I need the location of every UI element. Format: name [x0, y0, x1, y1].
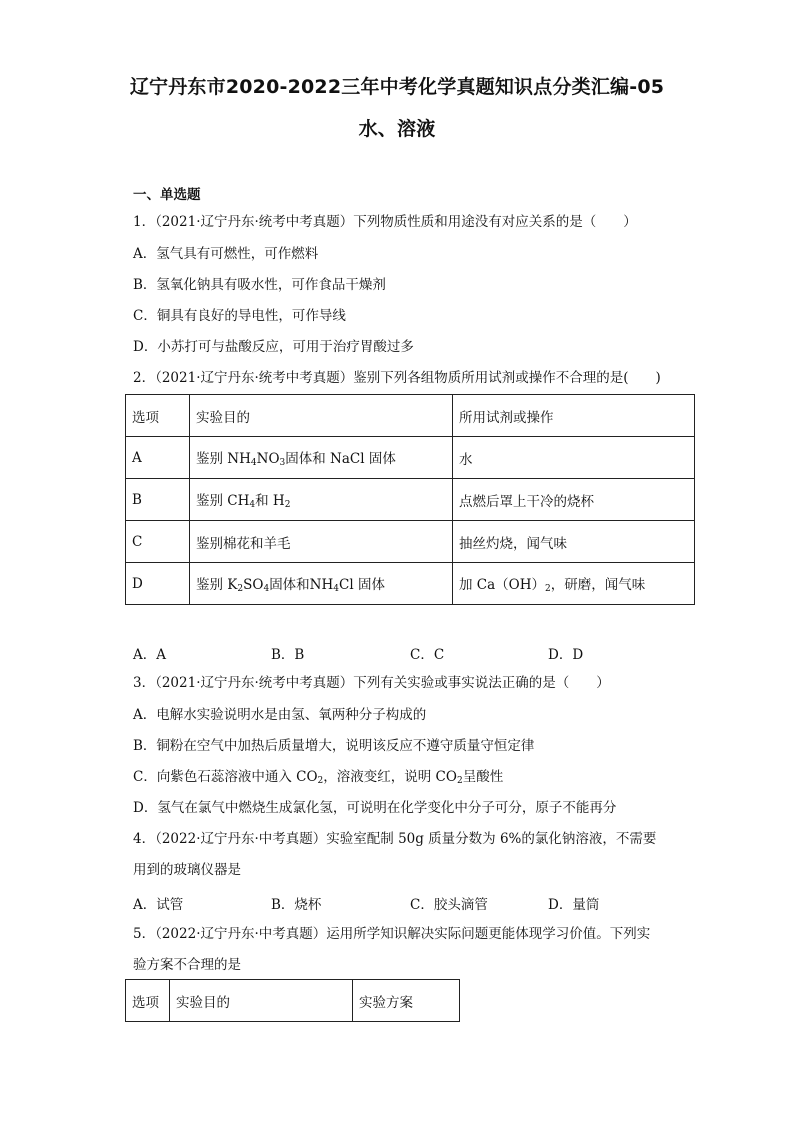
q2-option-d: D．D — [548, 647, 584, 663]
table-row — [126, 479, 695, 521]
q1-stem: 1．（2021·辽宁丹东·统考中考真题）下列物质性质和用途没有对应关系的是（ ） — [133, 214, 637, 230]
header-cell-method: 所用试剂或操作 — [453, 395, 695, 437]
row-method: 点燃后罩上干冷的烧杯 — [453, 479, 695, 521]
q4-stem-line2: 用到的玻璃仪器是 — [133, 862, 241, 878]
q1-option-c: C．铜具有良好的导电性，可作导线 — [133, 308, 346, 324]
q1-option-a: A．氢气具有可燃性，可作燃料 — [133, 246, 319, 262]
table-header-row — [126, 980, 460, 1022]
row-option: B — [126, 479, 190, 521]
q4-option-b: B．烧杯 — [271, 897, 322, 913]
q2-option-b: B．B — [271, 647, 305, 663]
header-cell-option: 选项 — [126, 980, 170, 1022]
q5-stem-line2: 验方案不合理的是 — [133, 957, 241, 973]
q5-stem-line1: 5．（2022·辽宁丹东·中考真题）运用所学知识解决实际问题更能体现学习价值。下列实 — [133, 926, 651, 942]
q3-option-d: D．氢气在氯气中燃烧生成氯化氢，可说明在化学变化中分子可分，原子不能再分 — [133, 800, 617, 816]
q2-option-c: C．C — [410, 647, 445, 663]
row-option: C — [126, 521, 190, 563]
header-cell-plan: 实验方案 — [353, 980, 460, 1022]
q3-option-b: B．铜粉在空气中加热后质量增大，说明该反应不遵守质量守恒定律 — [133, 738, 535, 754]
q3-option-a: A．电解水实验说明水是由氢、氧两种分子构成的 — [133, 707, 427, 723]
q2-stem: 2．（2021·辽宁丹东·统考中考真题）鉴别下列各组物质所用试剂或操作不合理的是( ) — [133, 370, 661, 386]
q3-stem: 3．（2021·辽宁丹东·统考中考真题）下列有关实验或事实说法正确的是（ ） — [133, 675, 610, 691]
q4-option-c: C．胶头滴管 — [410, 897, 488, 913]
q5-table — [125, 979, 460, 1022]
header-cell-goal: 实验目的 — [190, 395, 453, 437]
table-header-row — [126, 395, 695, 437]
q4-option-a: A．试管 — [133, 897, 184, 913]
q1-option-d: D．小苏打可与盐酸反应，可用于治疗胃酸过多 — [133, 339, 414, 355]
table-row — [126, 521, 695, 563]
q1-option-b: B．氢氧化钠具有吸水性，可作食品干燥剂 — [133, 277, 386, 293]
table-row — [126, 563, 695, 605]
row-option: A — [126, 437, 190, 479]
q2-table — [125, 394, 695, 605]
header-cell-goal: 实验目的 — [170, 980, 353, 1022]
q3-option-c: C．向紫色石蕊溶液中通入 $CO_2$，溶液变红，说明 $CO_2$呈酸性 — [133, 769, 504, 786]
row-goal: 鉴别 $NH_4NO_3$固体和 NaCl 固体 — [190, 437, 453, 479]
q4-option-d: D．量筒 — [548, 897, 600, 913]
row-goal: 鉴别 $K_2SO_4$固体和$NH_4Cl$ 固体 — [190, 563, 453, 605]
q2-option-a: A．A — [133, 647, 166, 663]
row-method: 水 — [453, 437, 695, 479]
row-goal: 鉴别 $CH_4$和 $H_2$ — [190, 479, 453, 521]
table-row — [126, 437, 695, 479]
document-title-line1: 辽宁丹东市2020-2022三年中考化学真题知识点分类汇编-05 — [129, 76, 665, 98]
row-goal: 鉴别棉花和羊毛 — [190, 521, 453, 563]
row-option: D — [126, 563, 190, 605]
row-method: 抽丝灼烧，闻气味 — [453, 521, 695, 563]
header-cell-option: 选项 — [126, 395, 190, 437]
row-method: 加 $Ca(OH)_2$，研磨，闻气味 — [453, 563, 695, 605]
q4-stem-line1: 4．（2022·辽宁丹东·中考真题）实验室配制 50g 质量分数为 6%的氯化钠溶液，不需要 — [133, 831, 657, 847]
document-title-line2: 水、溶液 — [358, 118, 436, 140]
section-heading: 一、单选题 — [133, 187, 201, 203]
